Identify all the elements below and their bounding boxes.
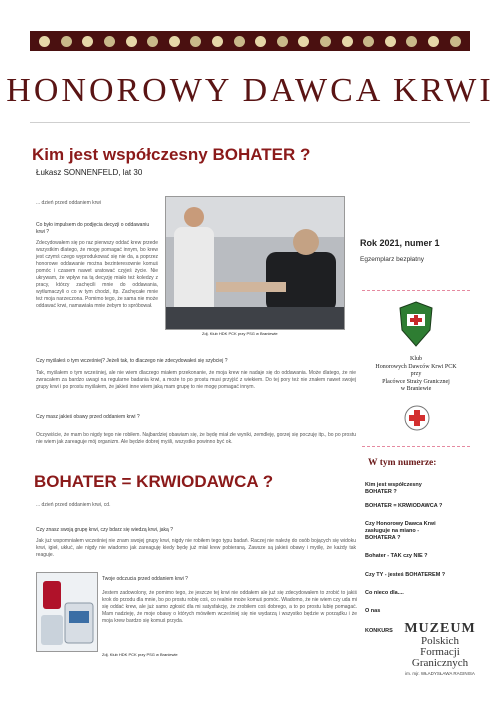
article1-answer-3: Oczywiście, że mam bo nigdy tego nie robiłem. Najbardziej obawiam się, że będę miał złe wyniki, zemdleję, gorzej się poczuję itp., bo po prostu nie wiem jak zareaguje mój organizm. Ale będzie dobrej myśli, wszystko powinno być ok. bbox=[36, 432, 356, 445]
decorative-band bbox=[30, 31, 470, 51]
issue-number: Rok 2021, numer 1 bbox=[360, 238, 440, 248]
article2-answer-2: Jestem zadowolony, że pomimo tego, że jeszcze tej krwi nie oddałem ale już się zdecydowałem to zrobić to jakiś krok do przodu dla mnie, bo po prostu robię coś, co realnie może komuś pomóc. Wiadomo, że nie wiem czy uda mi się oddać krew, ale już samo zgłosić dla mi satysfakcję, że zrobiłem coś dobrego, a to po prostu lubię pomagać. Mam nadzieję, że moje obawy o których mówiłem wcześniej się nie wydarzą i wszystko będzie w porządku i że moja krew bardzo się komuś przyda. bbox=[102, 590, 357, 624]
article1-question-1: Co było impulsem do podjęcia decyzji o oddawaniu krwi ? bbox=[36, 222, 150, 235]
photo-blood-bag bbox=[36, 572, 98, 652]
article2-intro: ... dzień przed oddaniem krwi, cd. bbox=[36, 502, 111, 508]
article1-title: Kim jest współczesny BOHATER ? bbox=[32, 145, 311, 164]
article1-answer-1: Zdecydowałem się po raz pierwszy oddać krew przede wszystkim dlatego, że mogę pomagać innym, bo krew jest czymś czego wyprodukować się nie da, a poprzez honorowe oddawanie można bezinteresownie komuś pomóc i czasem nawet uratować czyjeś życie. Nie ukrywam, że wpływ na tą decyzję miało też koledzy z pracy, którzy zachęcili mnie do oddawania, wytłumaczyli o co w tym chodzi, itp. Zachęcałe mnie też moja narzeczona. Pomimo tego, że sama nie może oddawać krwi, namawiała mnie żebym to spróbował. bbox=[36, 240, 158, 309]
toc-item-7[interactable]: O nas bbox=[365, 608, 381, 614]
sidebar-divider-1 bbox=[362, 290, 470, 291]
article1-question-3: Czy masz jakieś obawy przed oddaniem krwi ? bbox=[36, 414, 140, 420]
toc-title: W tym numerze: bbox=[368, 458, 437, 468]
free-copy-label: Egzemplarz bezpłatny bbox=[360, 256, 424, 263]
red-cross-icon bbox=[404, 405, 430, 431]
toc-item-3[interactable]: Czy Honorowy Dawca Krwi zasługuje na miano - BOHATERA ? bbox=[365, 521, 436, 541]
article1-answer-2: Tak, myślałem o tym wcześniej, ale nie wiem dlaczego miałem przekonanie, że moja krew nie nadaje się do oddawania. Może dlatego, że nie zwracałem za bardzo uwagi na regularne badania krwi, a może to po prostu musi przyjść z wiekiem. Do tej pory też nie znałem nawet swojej grupy krwi i po prostu myślałem, że jakieś inne wiem jaką mam grupę to nie mogę pomagać innym. bbox=[36, 370, 356, 390]
sidebar-divider-2 bbox=[362, 446, 470, 447]
article1-question-2: Czy myślałeś o tym wcześniej? Jeżeli tak, to dlaczego nie zdecydowałeś się szybciej ? bbox=[36, 358, 228, 364]
article1-intro: ... dzień przed oddaniem krwi bbox=[36, 200, 102, 206]
toc-item-6[interactable]: Co nieco dla.... bbox=[365, 590, 404, 596]
photo-caption-2: Zdj. Klub HDK PCK przy PSG w Braniewie bbox=[102, 652, 178, 657]
toc-item-5[interactable]: Czy TY - jesteś BOHATEREM ? bbox=[365, 572, 446, 578]
toc-item-4[interactable]: Bohater - TAK czy NIE ? bbox=[365, 553, 428, 559]
toc-item-1[interactable]: Kim jest współczesny BOHATER ? bbox=[365, 482, 422, 495]
article2-question-1: Czy znasz swoją grupę krwi, czy bdarz się wiedzą krwi, jaką ? bbox=[36, 527, 173, 533]
photo-blood-donation bbox=[165, 196, 345, 330]
article2-title: BOHATER = KRWIODAWCA ? bbox=[34, 472, 274, 491]
club-name: Klub Honorowych Dawców Krwi PCK przy Placówce Straży Granicznej w Braniewie bbox=[375, 356, 457, 392]
masthead-divider bbox=[30, 122, 470, 123]
photo-caption-1: Zdj. Klub HDK PCK przy PSG w Braniewie bbox=[202, 331, 278, 336]
club-shield-icon bbox=[398, 300, 434, 348]
toc-item-2[interactable]: BOHATER = KRWIODAWCA ? bbox=[365, 503, 443, 509]
museum-logo: MUZEUM Polskich Formacji Granicznych im. mjr. WŁADYSŁAWA RAGINISA bbox=[404, 621, 476, 676]
article2-answer-1: Jak już wspomniałem wcześniej nie znam swojej grupy krwi, nigdy nie robiłem tego typu badań. Raczej nie należę do osób bojących się widoku krwi, igieł, ukłuć, ale nigdy nie wiadomo jak zareaguję kiedy będę już miał krew pobieraną. Zawsze są jakieś obawy i myślę, że każdy tak reaguje. bbox=[36, 538, 356, 558]
masthead-title: HONOROWY DAWCA KRWI bbox=[6, 72, 494, 109]
article1-author: Łukasz SONNENFELD, lat 30 bbox=[36, 168, 143, 177]
toc-item-8[interactable]: KONKURS bbox=[365, 628, 393, 634]
article2-question-2: Twoje odczucia przed oddaniem krwi ? bbox=[102, 576, 188, 582]
